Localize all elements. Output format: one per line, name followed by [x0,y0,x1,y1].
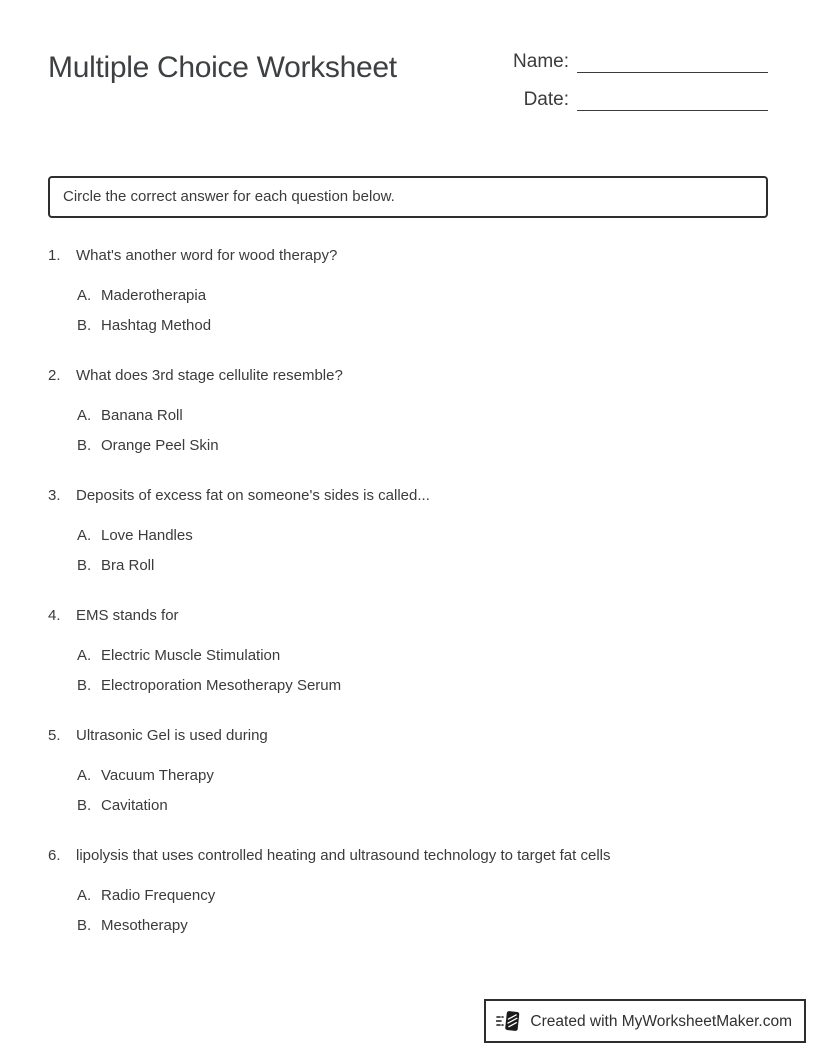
date-field [511,88,768,112]
question-item [48,726,768,816]
name-label: Name: [513,51,569,72]
name-field [511,50,768,74]
date-label: Date: [523,89,569,110]
header [0,0,816,126]
question-text: Ultrasonic Gel is used during [76,727,268,744]
option-list [48,886,768,936]
option-letter: A. [77,527,92,544]
question-text: What does 3rd stage cellulite resemble? [76,367,343,384]
instruction-text: Circle the correct answer for each question below. [63,188,395,205]
option-item [77,886,768,906]
question-item [48,846,768,936]
option-item [77,526,768,546]
option-item [77,676,768,696]
option-letter: A. [77,767,92,784]
option-item [77,646,768,666]
question-list [48,246,768,936]
option-text: Radio Frequency [101,887,216,904]
question-text: EMS stands for [76,607,179,624]
option-text: Love Handles [101,527,193,544]
page-title: Multiple Choice Worksheet [48,51,397,84]
instruction-box [48,176,768,218]
option-list [48,406,768,456]
question-number: 4. [48,607,61,624]
option-item [77,916,768,936]
option-item [77,406,768,426]
date-blank-line [577,88,768,111]
option-text: Electroporation Mesotherapy Serum [101,677,342,694]
option-letter: A. [77,887,92,904]
option-letter: A. [77,287,92,304]
option-list [48,286,768,336]
option-item [77,556,768,576]
option-list [48,766,768,816]
option-text: Maderotherapia [101,287,207,304]
question-number: 5. [48,727,61,744]
option-item [77,766,768,786]
question-item [48,606,768,696]
option-letter: A. [77,647,92,664]
option-letter: B. [77,437,92,454]
question-number: 6. [48,847,61,864]
question-number: 3. [48,487,61,504]
option-text: Mesotherapy [101,917,188,934]
question-text: Deposits of excess fat on someone's sides is called... [76,487,430,504]
option-text: Banana Roll [101,407,183,424]
option-text: Orange Peel Skin [101,437,219,454]
option-letter: B. [77,917,92,934]
worksheet-logo-icon [496,1008,522,1034]
option-item [77,316,768,336]
option-item [77,286,768,306]
credit-text: Created with MyWorksheetMaker.com [530,1012,792,1030]
question-text: lipolysis that uses controlled heating and ultrasound technology to target fat cells [76,847,611,864]
question-item [48,486,768,576]
name-blank-line [577,50,768,73]
option-letter: B. [77,677,92,694]
question-item [48,366,768,456]
option-text: Bra Roll [101,557,155,574]
option-list [48,526,768,576]
option-letter: B. [77,317,92,334]
option-item [77,436,768,456]
question-text: What's another word for wood therapy? [76,247,338,264]
question-number: 1. [48,247,61,264]
option-text: Cavitation [101,797,168,814]
credit-box[interactable] [484,999,806,1043]
option-list [48,646,768,696]
question-item [48,246,768,336]
option-text: Hashtag Method [101,317,212,334]
name-date-fields [511,50,768,126]
option-letter: B. [77,557,92,574]
option-item [77,796,768,816]
option-text: Electric Muscle Stimulation [101,647,281,664]
option-letter: B. [77,797,92,814]
option-text: Vacuum Therapy [101,767,214,784]
question-number: 2. [48,367,61,384]
option-letter: A. [77,407,92,424]
